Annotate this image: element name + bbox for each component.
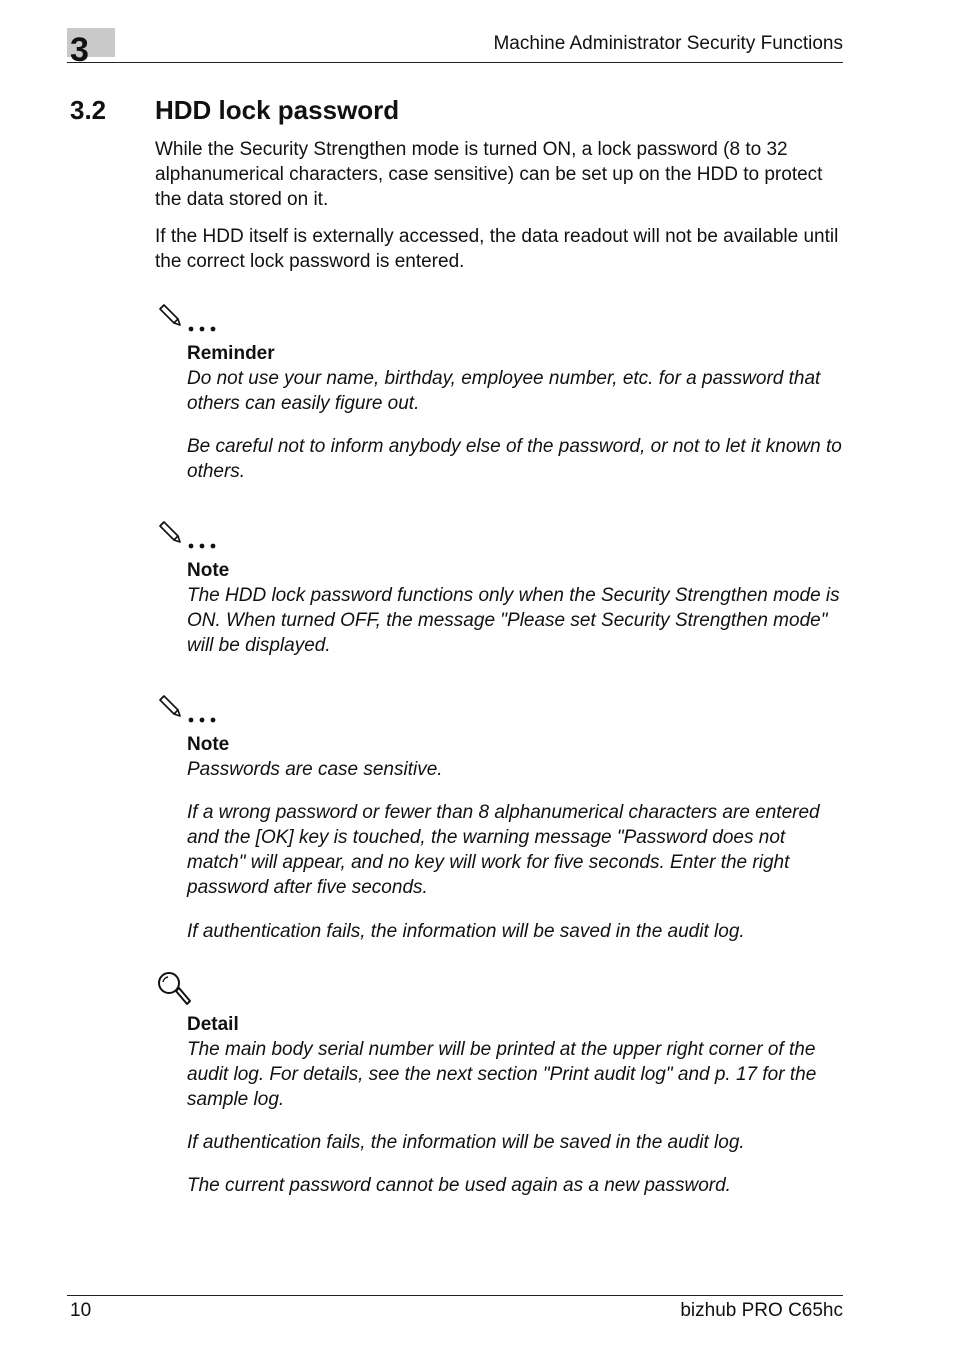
note-label-detail: Detail [187,1014,239,1035]
footer-rule [67,1295,843,1296]
intro-paragraph: While the Security Strengthen mode is turned ON, a lock password (8 to 32 alphanumerical characters, case sensitive) can be set up on the HDD to protect the data stored on it. [155,139,823,210]
page-number: 10 [70,1300,92,1321]
note-label-note: Note [187,734,230,755]
running-title: Machine Administrator Security Functions [493,33,843,54]
chapter-number: 3 [70,31,89,69]
note-text: Do not use your name, birthday, employee number, etc. for a password that others can easily figure out. [187,368,821,414]
section-title: HDD lock password [155,95,400,125]
header-rule [67,62,843,63]
pencil-note-icon [156,300,220,336]
note-text: The current password cannot be used again as a new password. [187,1175,731,1196]
note-text: Passwords are case sensitive. [187,759,443,780]
note-text: The HDD lock password functions only when the Security Strengthen mode is ON. When turned OFF, the message "Please set Security Strengthen mode" will be displayed. [187,585,840,656]
note-text: If a wrong password or fewer than 8 alphanumerical characters are entered and the [OK] key is touched, the warning message "Password does not match" will appear, and no key will work for five seconds. Enter the right password after five seconds. [187,802,820,898]
product-name: bizhub PRO C65hc [680,1300,843,1321]
note-label-reminder: Reminder [187,343,275,364]
note-label-note: Note [187,560,230,581]
intro-paragraph: If the HDD itself is externally accessed, the data readout will not be available until the correct lock password is entered. [155,226,839,272]
note-text: The main body serial number will be printed at the upper right corner of the audit log. For details, see the next section "Print audit log" and p. 17 for the sample log. [187,1039,817,1110]
magnifier-icon [156,970,196,1010]
pencil-note-icon [156,691,220,727]
note-text: If authentication fails, the information will be saved in the audit log. [187,1132,745,1153]
section-number: 3.2 [70,95,107,125]
pencil-note-icon [156,517,220,553]
note-text: Be careful not to inform anybody else of the password, or not to let it known to others. [187,436,842,482]
note-text: If authentication fails, the information will be saved in the audit log. [187,921,745,942]
